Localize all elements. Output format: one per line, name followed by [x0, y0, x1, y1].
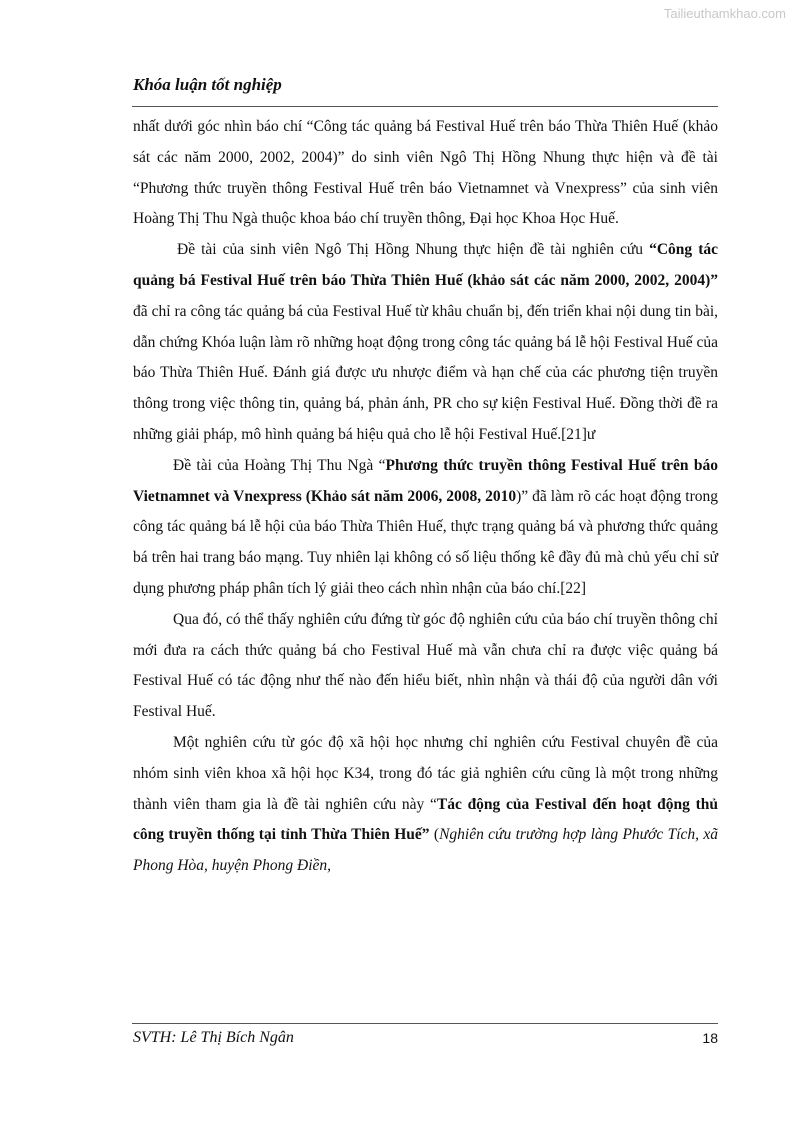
- page-number: 18: [702, 1030, 718, 1046]
- paragraph-3-title: Phương thức truyền thông Festival Huế trên báo Vietnamnet và Vnexpress (Khảo sát năm 2006, 2008, 2010: [133, 456, 718, 505]
- document-body: [133, 112, 718, 882]
- paragraph-3-rest: )” đã làm rõ các hoạt động trong công tác quảng bá lễ hội của báo Thừa Thiên Huế, thực trạng quảng bá và phương thức quảng bá trên hai trang báo mạng. Tuy nhiên lại không có số liệu thống kê đầy đủ mà chủ yếu chỉ sử dụng phương pháp phân tích lý giải theo cách nhìn nhận của báo chí.[22]: [133, 487, 718, 597]
- paragraph-5-intro: Một nghiên cứu từ góc độ xã hội học nhưng chỉ nghiên cứu Festival chuyên đề của nhóm sinh viên khoa xã hội học K34, trong đó tác giả nghiên cứu cũng là một trong những thành viên tham gia là đề tài nghiên cứu này “: [133, 733, 718, 813]
- paragraph-3-intro: Đề tài của Hoàng Thị Thu Ngà “: [173, 456, 386, 474]
- paragraph-5-italic: Nghiên cứu trường hợp làng Phước Tích, xã Phong Hòa, huyện Phong Điền,: [133, 826, 718, 875]
- paragraph-2-title: “Công tác quảng bá Festival Huế trên báo Thừa Thiên Huế (khảo sát các năm 2000, 2002, 2004)”: [133, 241, 718, 289]
- paragraph-5-title: Tác động của Festival đến hoạt động thủ công truyền thống tại tỉnh Thừa Thiên Huế”: [133, 795, 718, 844]
- header-divider: [132, 106, 718, 107]
- paragraph-4: Qua đó, có thể thấy nghiên cứu đứng từ góc độ nghiên cứu của báo chí truyền thông chỉ mới đưa ra cách thức quảng bá cho Festival Huế mà vẫn chưa chỉ ra được việc quảng bá Festival Huế có tác động như thế nào đến hiểu biết, nhìn nhận và thái độ của người dân với Festival Huế.: [133, 610, 718, 721]
- footer-author: SVTH: Lê Thị Bích Ngân: [133, 1029, 294, 1046]
- paragraph-2-rest: đã chỉ ra công tác quảng bá của Festival Huế từ khâu chuẩn bị, đến triển khai nội dung tin bài, dẫn chứng Khóa luận làm rõ những hoạt động trong công tác quảng bá lễ hội Festival Huế của báo Thừa Thiên Huế. Đánh giá được ưu nhược điểm và hạn chế của các phương tiện truyền thông trong việc thông tin, quảng bá, phản ánh, PR cho sự kiện Festival Huế. Đồng thời đề ra những giải pháp, mô hình quảng bá hiệu quả cho lễ hội Festival Huế.[21]ư: [133, 302, 718, 443]
- paragraph-5-paren: (: [429, 826, 440, 844]
- page-header-title: Khóa luận tốt nghiệp: [133, 75, 282, 94]
- paragraph-2: [133, 235, 718, 451]
- footer-divider: [132, 1023, 718, 1024]
- paragraph-1: nhất dưới góc nhìn báo chí “Công tác quảng bá Festival Huế trên báo Thừa Thiên Huế (khảo sát các năm 2000, 2002, 2004)” do sinh viên Ngô Thị Hồng Nhung thực hiện và đề tài “Phương thức truyền thông Festival Huế trên báo Vietnamnet và Vnexpress” của sinh viên Hoàng Thị Thu Ngà thuộc khoa báo chí truyền thông, Đại học Khoa Học Huế.: [133, 118, 718, 228]
- watermark: Tailieuthamkhao.com: [663, 6, 786, 21]
- paragraph-2-intro: Đề tài của sinh viên Ngô Thị Hồng Nhung thực hiện đề tài nghiên cứu: [177, 241, 650, 259]
- paragraph-5: [133, 728, 718, 882]
- paragraph-3: [133, 451, 718, 605]
